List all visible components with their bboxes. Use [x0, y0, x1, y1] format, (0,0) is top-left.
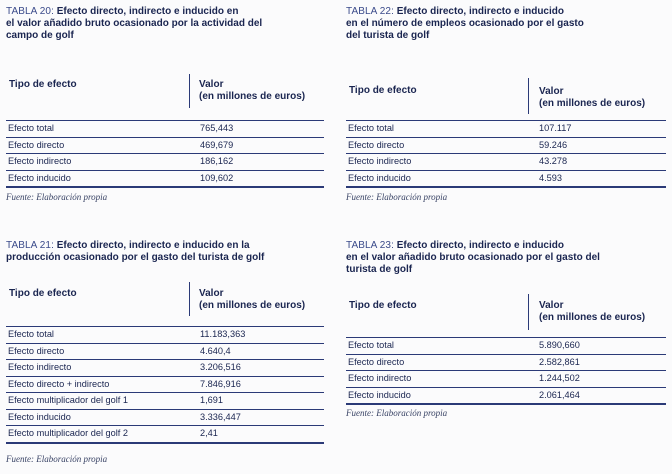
column-divider	[189, 74, 190, 108]
table-23-header	[346, 294, 666, 330]
table-row	[346, 171, 666, 189]
table-20-col-value-line-2: (en millones de euros)	[199, 91, 306, 102]
table-row	[6, 360, 324, 377]
table-row	[346, 371, 666, 388]
table-22-body	[346, 120, 666, 188]
table-22-source: Fuente: Elaboración propia	[346, 192, 448, 202]
table-row	[6, 410, 324, 427]
row-value: 43.278	[539, 156, 568, 166]
table-23-col-value-line-2: (en millones de euros)	[539, 312, 646, 323]
table-row	[346, 337, 666, 355]
row-value: 765,443	[200, 123, 234, 133]
table-row	[6, 344, 324, 361]
row-value: 469,679	[200, 139, 234, 150]
table-21-title	[6, 240, 324, 264]
table-row	[6, 120, 324, 138]
table-row	[6, 154, 324, 171]
table-21-col-value	[199, 288, 305, 312]
table-23-title-line-2: en el valor añadido bruto ocasionado por el gasto del	[346, 252, 600, 263]
row-value: 5.890,660	[539, 340, 580, 350]
table-row	[346, 120, 666, 138]
row-value: 2.061,464	[539, 389, 580, 400]
row-value: 2.582,861	[539, 356, 580, 367]
table-20-col-value-line-1: Valor	[199, 79, 224, 90]
row-label: Efecto directo	[8, 139, 65, 150]
row-value: 186,162	[200, 156, 234, 166]
table-23-number: TABLA 23:	[346, 240, 394, 251]
table-23-source: Fuente: Elaboración propia	[346, 408, 448, 418]
table-22-title-line-2: en el número de empleos ocasionado por el gasto	[346, 18, 584, 29]
row-value: 107.117	[539, 123, 572, 133]
table-23-col-type: Tipo de efecto	[349, 300, 417, 311]
table-20-number: TABLA 20:	[6, 6, 54, 17]
column-divider	[189, 282, 190, 316]
table-21-title-line-2: producción ocasionado por el gasto del turista de golf	[6, 252, 265, 263]
table-row	[346, 388, 666, 406]
table-21-col-type: Tipo de efecto	[9, 288, 77, 299]
row-label: Efecto directo	[8, 345, 65, 356]
table-22-title-line-1: Efecto directo, indirecto e inducido	[393, 6, 564, 17]
table-row	[346, 355, 666, 372]
table-20-source: Fuente: Elaboración propia	[6, 192, 108, 202]
row-value: 1.244,502	[539, 373, 580, 383]
row-value: 4.640,4	[200, 345, 231, 356]
row-label: Efecto inducido	[348, 172, 411, 183]
table-22-title	[346, 6, 666, 42]
row-label: Efecto directo	[348, 356, 405, 367]
table-20-title-line-1: Efecto directo, indirecto e inducido en	[53, 6, 239, 17]
row-label: Efecto inducido	[8, 172, 71, 183]
row-label: Efecto indirecto	[8, 156, 72, 166]
table-row	[6, 426, 324, 444]
table-21-col-value-line-1: Valor	[199, 288, 224, 299]
table-row	[6, 171, 324, 189]
table-21-number: TABLA 21:	[6, 240, 54, 251]
table-row	[346, 154, 666, 171]
table-23-title-line-1: Efecto directo, indirecto e inducido	[393, 240, 564, 251]
row-value: 2,41	[200, 428, 218, 438]
column-divider	[528, 78, 529, 114]
table-20-body	[6, 120, 324, 188]
row-value: 11.183,363	[200, 329, 246, 339]
row-label: Efecto total	[8, 329, 54, 339]
table-21-col-value-line-2: (en millones de euros)	[199, 300, 306, 311]
table-21	[6, 240, 324, 464]
row-value: 109,602	[200, 172, 234, 183]
table-23-body	[346, 337, 666, 405]
table-23-col-value	[539, 300, 645, 324]
table-21-body	[6, 326, 324, 444]
row-label: Efecto indirecto	[348, 373, 412, 383]
table-21-source: Fuente: Elaboración propia	[6, 454, 108, 464]
row-label: Efecto directo	[348, 139, 405, 150]
table-22-col-value	[539, 86, 645, 110]
table-22-col-value-line-2: (en millones de euros)	[539, 98, 646, 109]
table-row	[346, 138, 666, 155]
row-label: Efecto total	[348, 340, 394, 350]
row-value: 1,691	[200, 395, 223, 405]
table-row	[6, 326, 324, 344]
row-label: Efecto multiplicador del golf 2	[8, 428, 129, 438]
table-21-header	[6, 282, 324, 318]
table-20-header	[6, 74, 324, 110]
row-label: Efecto total	[8, 123, 54, 133]
row-label: Efecto multiplicador del golf 1	[8, 395, 129, 405]
row-label: Efecto directo + indirecto	[8, 378, 110, 389]
table-22-col-type: Tipo de efecto	[349, 85, 417, 96]
row-value: 7.846,916	[200, 378, 241, 389]
table-20-col-value	[199, 79, 305, 103]
table-20-title	[6, 6, 324, 58]
row-value: 59.246	[539, 139, 568, 150]
row-label: Efecto inducido	[348, 389, 411, 400]
table-22-header	[346, 78, 666, 114]
row-label: Efecto indirecto	[348, 156, 412, 166]
table-22-col-value-line-1: Valor	[539, 86, 564, 97]
row-value: 3.336,447	[200, 411, 241, 422]
row-value: 3.206,516	[200, 362, 241, 372]
table-20	[6, 6, 324, 202]
table-22-number: TABLA 22:	[346, 6, 394, 17]
column-divider	[528, 294, 529, 330]
table-20-title-line-2: el valor añadido bruto ocasionado por la actividad del	[6, 18, 263, 29]
table-23	[346, 240, 666, 418]
row-label: Efecto total	[348, 123, 394, 133]
table-22	[346, 6, 666, 202]
row-label: Efecto inducido	[8, 411, 71, 422]
table-21-title-line-1: Efecto directo, indirecto e inducido en la	[53, 240, 250, 251]
table-23-col-value-line-1: Valor	[539, 300, 564, 311]
table-20-col-type: Tipo de efecto	[9, 79, 77, 90]
table-23-title	[346, 240, 666, 276]
table-22-title-line-3: del turista de golf	[346, 30, 430, 41]
table-23-title-line-3: turista de golf	[346, 264, 413, 275]
row-value: 4.593	[539, 172, 562, 183]
table-20-title-line-3: campo de golf	[6, 30, 74, 41]
row-label: Efecto indirecto	[8, 362, 72, 372]
table-row	[6, 377, 324, 394]
table-row	[6, 393, 324, 410]
table-row	[6, 138, 324, 155]
